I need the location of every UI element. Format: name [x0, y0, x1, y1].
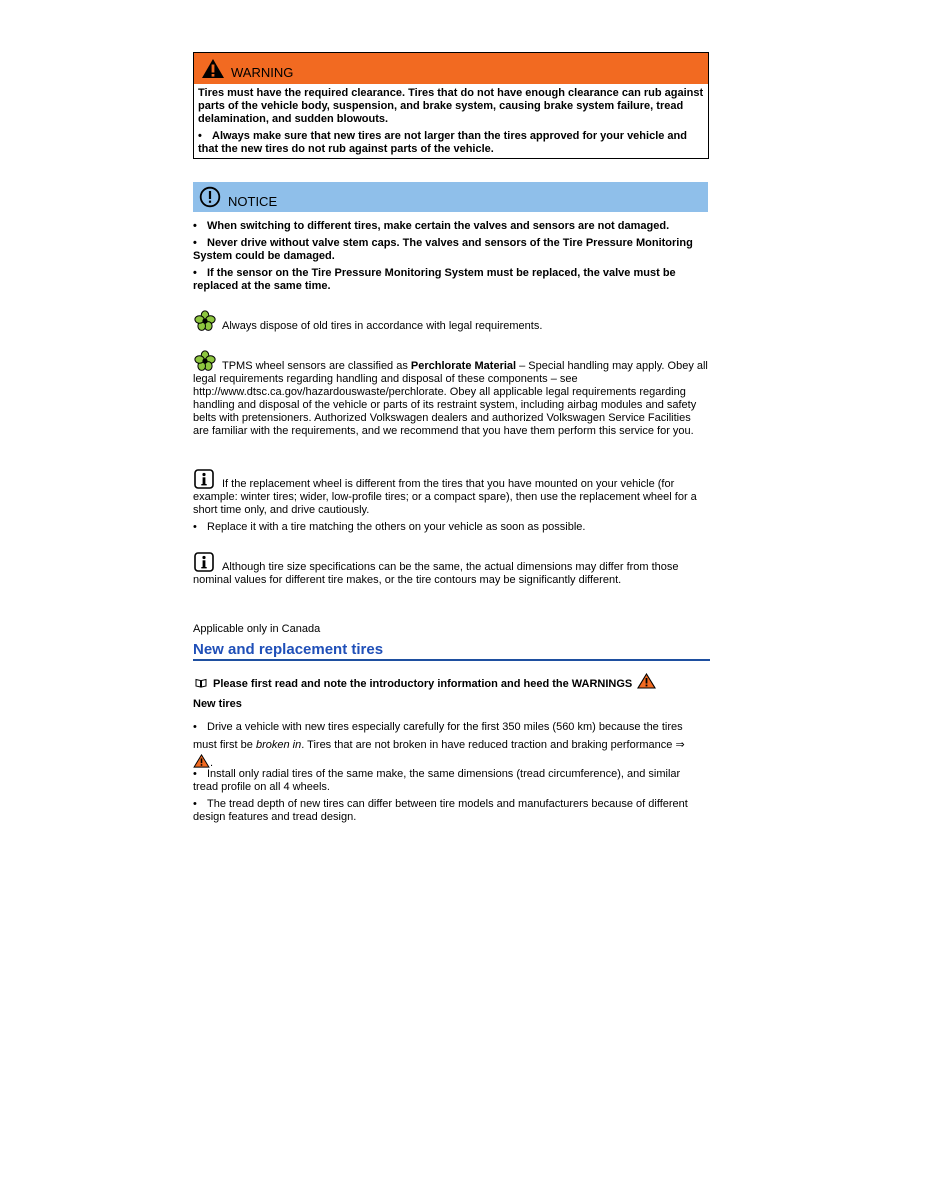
- notice-item: [193, 220, 708, 233]
- bullet-item: [193, 798, 708, 824]
- book-icon: [195, 678, 207, 688]
- intro-text[interactable]: Please first read and note the introductory information and heed the WARNINGS: [213, 678, 633, 690]
- warning-text: Tires must have the required clearance. Tires that do not have enough clearance can rub against parts of the vehicle body, suspension, and brake system, causing brake system failure, tread delamination, and sudden blowouts.: [198, 87, 704, 125]
- notice-item-text: When switching to different tires, make certain the valves and sensors are not damaged.: [207, 220, 670, 232]
- warning-triangle-icon[interactable]: [193, 754, 210, 768]
- notice-exclamation-icon: [199, 186, 221, 208]
- warning-triangle-icon: [201, 58, 225, 79]
- bullet-1-text-cont: . Tires that are not broken in have reduced traction and braking performance ⇒: [301, 739, 685, 751]
- bullet-icon: •: [193, 798, 197, 810]
- notice-title: NOTICE: [228, 194, 278, 209]
- warning-box: [193, 52, 709, 159]
- warning-bullet-text: Always make sure that new tires are not larger than the tires approved for your vehicle and that the new tires do not rub against parts of the vehicle.: [198, 130, 687, 155]
- env2-text-cont: – Special handling may apply. Obey all legal requirements regarding handling and disposal of these components – see http://www.dtsc.ca.gov/hazardouswaste/perchlorate. Obey all applicable legal requirements regarding handling and disposal of the vehicle or parts of its restraint system, including airbag modules and safety belts with pretensioners. Authorized Volkswagen dealers and authorized Volkswagen Service Facilities are familiar with the requirements, and we recommend that you have them perform this service for you.: [193, 360, 708, 437]
- env2-text: TPMS wheel sensors are classified as: [222, 360, 411, 372]
- warning-header: [194, 53, 708, 84]
- bullet-icon: •: [193, 267, 197, 279]
- subheading-new-tires: New tires: [193, 698, 242, 710]
- warning-bullet: [198, 130, 704, 156]
- notice-header: [193, 182, 708, 212]
- bullet-icon: •: [198, 130, 202, 142]
- notice-item: [193, 267, 708, 293]
- notice-item-text: If the sensor on the Tire Pressure Monitoring System must be replaced, the valve must be replaced at the same time.: [193, 267, 676, 292]
- bullet-item: [193, 768, 708, 794]
- bullet-icon: •: [193, 220, 197, 232]
- bullet-1-text: Drive a vehicle with new tires especially carefully for the first 350 miles (560 km) because the tires must first be: [193, 721, 683, 751]
- environment-flower-icon: [194, 310, 216, 332]
- section-heading: [193, 640, 710, 661]
- warning-title: WARNING: [231, 65, 294, 80]
- bullet-icon: •: [193, 768, 197, 780]
- bullet-icon: •: [193, 521, 197, 533]
- bullet-3-text: The tread depth of new tires can differ between tire models and manufacturers because of different design features and tread design.: [193, 798, 688, 823]
- bullet-item: • Drive a vehicle with new tires especially carefully for the first 350 miles (560 km) because the tires must first be broken in. Tires that are not broken in have reduced traction and braking performance ⇒ .: [193, 718, 708, 772]
- bullet-icon: •: [193, 721, 197, 733]
- notice-item-text: Never drive without valve stem caps. The valves and sensors of the Tire Pressure Monitoring System could be damaged.: [193, 237, 693, 262]
- broken-in-text: broken in: [255, 739, 302, 751]
- bullet-2-text: Install only radial tires of the same make, the same dimensions (tread circumference), and similar tread profile on all 4 wheels.: [193, 768, 681, 793]
- intro-line: [195, 673, 710, 691]
- info-note-1-bullet: [193, 521, 708, 534]
- notice-item: [193, 237, 708, 263]
- warning-triangle-icon[interactable]: [637, 673, 656, 689]
- info-note-1: If the replacement wheel is different from the tires that you have mounted on your vehicle (for example: winter tires; wider, low-profile tires; or a compact spare), then use the replacement wheel for a short time only, and drive cautiously.: [193, 478, 697, 516]
- perchlorate-material-label: Perchlorate Material: [410, 360, 517, 372]
- environment-note-2: [193, 360, 708, 438]
- applicable-label: Applicable only in Canada: [193, 623, 321, 635]
- section-title: New and replacement tires: [193, 641, 384, 658]
- info-note-1-bullet-text: Replace it with a tire matching the others on your vehicle as soon as possible.: [207, 521, 586, 533]
- environment-note-1: Always dispose of old tires in accordance with legal requirements.: [222, 320, 543, 332]
- bullet-icon: •: [193, 237, 197, 249]
- info-note-2: Although tire size specifications can be the same, the actual dimensions may differ from those nominal values for different tire makes, or the tire contours may be significantly different.: [193, 561, 679, 586]
